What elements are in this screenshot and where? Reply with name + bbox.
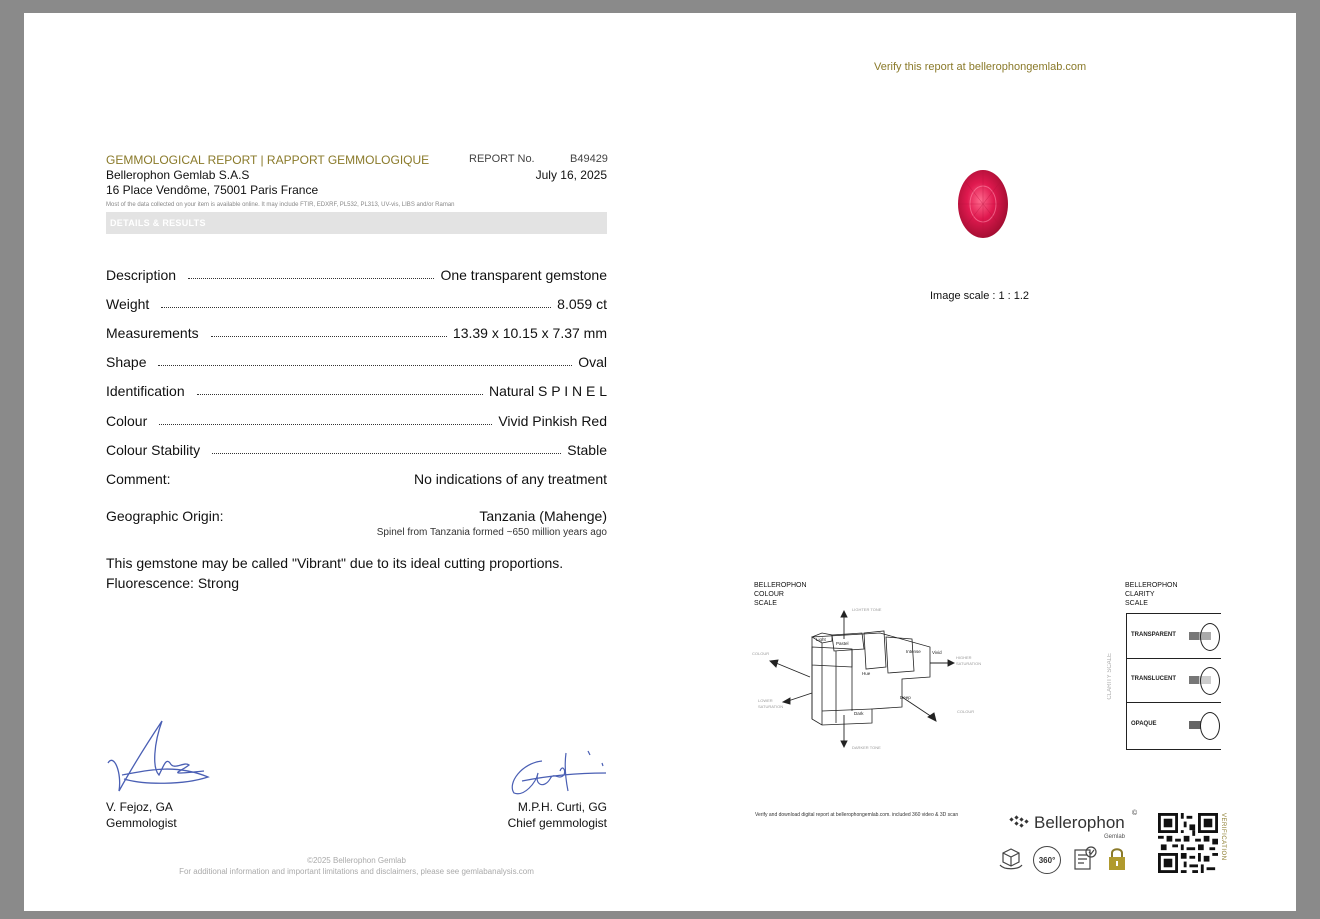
origin-note: Spinel from Tanzania formed ~650 million years ago: [376, 527, 607, 538]
detail-label: Identification: [106, 383, 185, 399]
detail-value: Oval: [578, 354, 607, 370]
detail-value: Stable: [567, 442, 607, 458]
detail-label: Shape: [106, 354, 147, 370]
detail-row: [106, 265, 607, 283]
report-number: B49429: [570, 153, 608, 165]
detail-label: Colour Stability: [106, 442, 201, 458]
detail-row: [106, 440, 607, 458]
comment-label: Comment:: [106, 471, 171, 487]
clarity-level-label: TRANSPARENT: [1131, 632, 1176, 638]
detail-row: [106, 352, 607, 370]
colour-scale-title: [754, 581, 807, 608]
label-higher-saturation-2: SATURATION: [956, 661, 982, 666]
signature-curti: [502, 743, 610, 798]
leader-dots: [211, 335, 447, 337]
colour-scale-title-line: SCALE: [754, 600, 777, 607]
detail-value: 8.059 ct: [557, 296, 607, 312]
colour-scale-title-line: COLOUR: [754, 591, 784, 598]
label-darker-tone: DARKER TONE: [852, 745, 881, 749]
data-disclaimer: Most of the data collected on your item is available online. It may include FTIR, EDXRF, PL532, PL313, UV-vis, LIBS and/or Raman: [106, 202, 455, 208]
detail-value: Natural S P I N E L: [488, 383, 607, 399]
verify-link[interactable]: Verify this report at bellerophongemlab.com: [874, 61, 1087, 73]
clarity-scale-title-line: CLARITY: [1125, 591, 1155, 598]
signature-fejoz: [104, 713, 214, 798]
label-lighter-tone: LIGHTER TONE: [852, 607, 882, 612]
detail-label: Description: [106, 267, 177, 283]
digital-report-note: Verify and download digital report at bellerophongemlab.com. included 360 video & 3D scan: [755, 812, 959, 818]
section-bar: [106, 212, 607, 234]
label-light: Light: [816, 637, 826, 642]
label-deep: Deep: [900, 695, 911, 700]
leader-dots: [161, 306, 551, 308]
section-title: DETAILS & RESULTS: [110, 218, 206, 228]
clarity-axis-label: CLARITY SCALE: [1107, 653, 1113, 700]
origin-label: Geographic Origin:: [106, 508, 224, 524]
clarity-scale-title-line: SCALE: [1125, 600, 1148, 607]
verification-label: VERIFICATION: [1220, 813, 1226, 861]
brand-sub: Gemlab: [1104, 834, 1126, 840]
label-lower-saturation-2: SATURATION: [758, 704, 784, 709]
brand-name: Bellerophon: [1034, 813, 1125, 832]
detail-label: Colour: [106, 413, 148, 429]
label-lower-saturation: LOWER: [758, 698, 773, 703]
footer: [106, 855, 607, 877]
label-colour-left: COLOUR: [752, 651, 770, 656]
report-title: GEMMOLOGICAL REPORT | RAPPORT GEMMOLOGIQUE: [106, 153, 430, 167]
label-higher-saturation: HIGHER: [956, 655, 972, 660]
lab-name: Bellerophon Gemlab S.A.S: [106, 168, 250, 182]
signer-role: Chief gemmologist: [507, 816, 607, 830]
colour-scale-title-line: BELLEROPHON: [754, 582, 807, 589]
certificate-icon[interactable]: [1072, 844, 1098, 872]
leader-dots: [188, 277, 434, 279]
report-number-label: REPORT No.: [469, 153, 535, 165]
detail-value: 13.39 x 10.15 x 7.37 mm: [452, 325, 607, 341]
detail-label: Weight: [106, 296, 150, 312]
label-pastel: Pastel: [836, 641, 849, 646]
bellerophon-logo-icon: [1008, 814, 1030, 830]
label-vivid: Vivid: [932, 650, 942, 655]
colour-scale-diagram: [752, 607, 988, 749]
clarity-scale-title: [1125, 581, 1178, 608]
clarity-level-label: TRANSLUCENT: [1131, 676, 1176, 682]
comment-row: [106, 469, 607, 487]
footer-note: For additional information and important limitations and disclaimers, please see gemlabanalysis.com: [179, 867, 534, 876]
report-date: July 16, 2025: [535, 168, 607, 182]
image-scale: Image scale : 1 : 1.2: [930, 290, 1030, 302]
clarity-level-row: [1127, 703, 1221, 747]
signer-name: M.P.H. Curti, GG: [517, 800, 607, 814]
label-hue: Hue: [862, 671, 871, 676]
detail-row: [106, 294, 607, 312]
clarity-scale-box: [1126, 613, 1221, 750]
detail-value: One transparent gemstone: [440, 267, 607, 283]
leader-dots: [159, 423, 492, 425]
360-video-icon[interactable]: 360°: [1033, 846, 1061, 874]
leader-dots: [197, 393, 483, 395]
detail-label: Measurements: [106, 325, 199, 341]
copyright: ©2025 Bellerophon Gemlab: [307, 856, 406, 865]
detail-value: Vivid Pinkish Red: [498, 413, 607, 429]
clarity-level-label: OPAQUE: [1131, 721, 1157, 727]
lock-icon: [1107, 846, 1127, 872]
clarity-level-row: [1127, 614, 1221, 659]
label-dark: Dark: [854, 711, 864, 716]
gemstone-image: [955, 167, 1011, 241]
remark-fluorescence: Fluorescence: Strong: [106, 575, 240, 591]
brand-mark: ©: [1132, 810, 1138, 817]
comment-value: No indications of any treatment: [414, 471, 607, 487]
3d-scan-icon[interactable]: [998, 845, 1024, 871]
remark-cutting: This gemstone may be called "Vibrant" due to its ideal cutting proportions.: [106, 555, 564, 571]
detail-row: [106, 323, 607, 341]
qr-code-icon[interactable]: [1158, 813, 1218, 873]
detail-row: [106, 411, 607, 429]
signer-role: Gemmologist: [106, 816, 177, 830]
remarks: [106, 553, 563, 593]
label-intense: Intense: [906, 649, 921, 654]
signer-name: V. Fejoz, GA: [106, 800, 173, 814]
oval-icon: [1200, 667, 1220, 695]
lab-address: 16 Place Vendôme, 75001 Paris France: [106, 183, 319, 197]
origin-row: [106, 506, 607, 524]
leader-dots: [212, 452, 561, 454]
label-colour-right: COLOUR: [957, 709, 975, 714]
leader-dots: [158, 364, 572, 366]
origin-value: Tanzania (Mahenge): [479, 508, 607, 524]
oval-icon: [1200, 623, 1220, 651]
oval-icon: [1200, 712, 1220, 740]
clarity-scale-title-line: BELLEROPHON: [1125, 582, 1178, 589]
detail-row: [106, 381, 607, 399]
clarity-level-row: [1127, 658, 1221, 703]
report-page: [24, 13, 1296, 911]
